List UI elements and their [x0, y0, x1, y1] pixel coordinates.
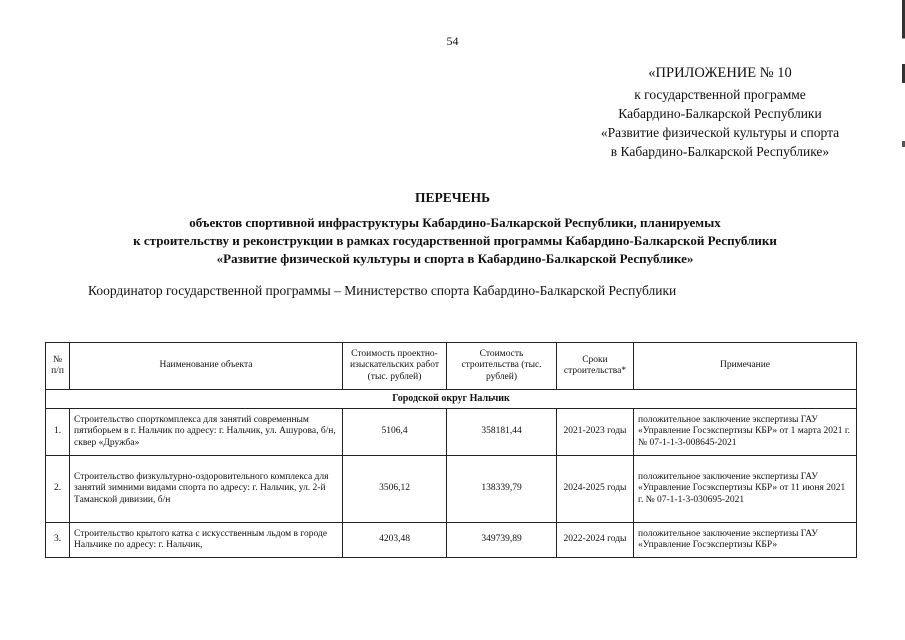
subtitle-line-3: «Развитие физической культуры и спорта в Кабардино-Балкарской Республике»: [216, 251, 694, 266]
cell-cost-build: 349739,89: [447, 523, 557, 558]
page-number: 54: [446, 34, 459, 48]
header-terms: Сроки строительства*: [557, 343, 634, 390]
section-label: Городской округ Нальчик: [46, 390, 857, 409]
cell-name: Строительство крытого катка с искусственным льдом в городе Нальчике по адресу: г. Нальчик,: [70, 523, 343, 558]
table-row: [46, 456, 857, 523]
table-row: [46, 409, 857, 456]
cell-num: 2.: [46, 456, 70, 523]
annex-line-4: «Развитие физической культуры и спорта: [600, 125, 840, 140]
annex-header: [570, 64, 870, 161]
cell-cost-build: 138339,79: [447, 456, 557, 523]
section-row: [46, 390, 857, 409]
cell-terms: 2024-2025 годы: [557, 456, 634, 523]
header-note: Примечание: [634, 343, 857, 390]
cell-cost-design: 4203,48: [343, 523, 447, 558]
document-title: ПЕРЕЧЕНЬ: [414, 190, 491, 205]
cell-cost-build: 358181,44: [447, 409, 557, 456]
cell-name: Строительство физкультурно-оздоровительного комплекса для занятий зимними видами спорта по адресу: г. Нальчик, ул. 2-й Таманской дивизии, б/н: [70, 456, 343, 523]
annex-line-2: к государственной программе: [634, 87, 806, 102]
table-row: [46, 523, 857, 558]
annex-line-3: Кабардино-Балкарской Республики: [618, 106, 822, 121]
document-subtitle: [60, 214, 850, 268]
header-cost-build: Стоимость строительства (тыс. рублей): [447, 343, 557, 390]
cell-cost-design: 5106,4: [343, 409, 447, 456]
cell-num: 1.: [46, 409, 70, 456]
objects-table: [45, 342, 857, 558]
annex-line-5: в Кабардино-Балкарской Республике»: [610, 144, 830, 159]
cell-note: положительное заключение экспертизы ГАУ «Управление Госэкспертизы КБР» от 11 июня 2021 г. № 07-1-1-3-030695-2021: [634, 456, 857, 523]
cell-cost-design: 3506,12: [343, 456, 447, 523]
header-cost-design: Стоимость проектно-изыскательских работ (тыс. рублей): [343, 343, 447, 390]
cell-num: 3.: [46, 523, 70, 558]
cell-terms: 2021-2023 годы: [557, 409, 634, 456]
cell-note: положительное заключение экспертизы ГАУ «Управление Госэкспертизы КБР»: [634, 523, 857, 558]
cell-note: положительное заключение экспертизы ГАУ «Управление Госэкспертизы КБР» от 1 марта 2021 г. № 07-1-1-3-008645-2021: [634, 409, 857, 456]
cell-terms: 2022-2024 годы: [557, 523, 634, 558]
table-header-row: [46, 343, 857, 390]
cell-name: Строительство спорткомплекса для занятий современным пятиборьем в г. Нальчик по адресу: г. Нальчик, ул. Ашурова, б/н, сквер «Дружба»: [70, 409, 343, 456]
program-coordinator: Координатор государственной программы – Министерство спорта Кабардино-Балкарской Республики: [88, 283, 677, 298]
subtitle-line-2: к строительству и реконструкции в рамках государственной программы Кабардино-Балкарской Республики: [133, 233, 777, 248]
annex-line-1: «ПРИЛОЖЕНИЕ № 10: [648, 65, 792, 81]
header-num: № п/п: [46, 343, 70, 390]
header-name: Наименование объекта: [70, 343, 343, 390]
subtitle-line-1: объектов спортивной инфраструктуры Кабардино-Балкарской Республики, планируемых: [189, 215, 721, 230]
